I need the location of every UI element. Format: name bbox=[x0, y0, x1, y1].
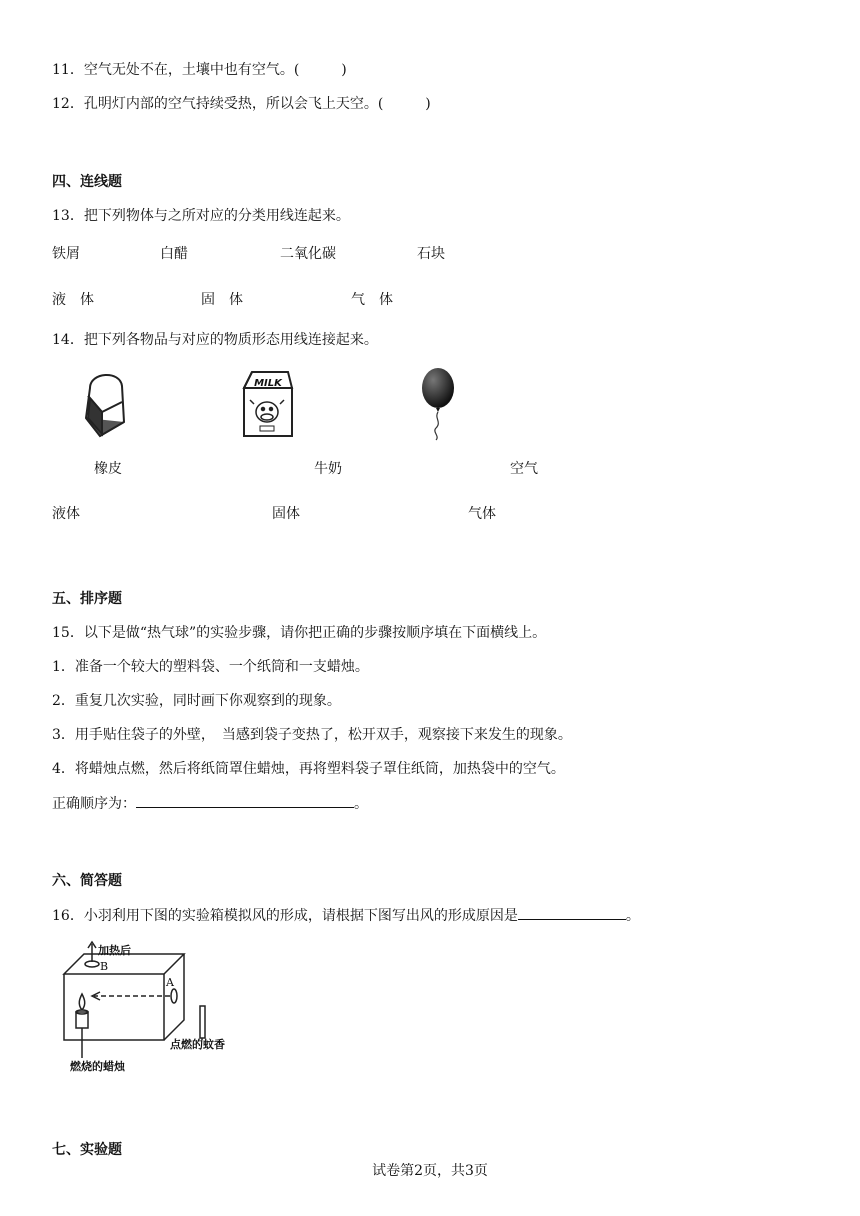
q16-text: 16．小羽利用下图的实验箱模拟风的形成，请根据下图写出风的形成原因是 bbox=[52, 908, 518, 924]
question-13: 13．把下列物体与之所对应的分类用线连起来。 bbox=[52, 208, 350, 224]
q14-image-label: 牛奶 bbox=[314, 461, 342, 477]
q13-item: 二氧化碳 bbox=[280, 246, 336, 262]
q15-step: 1．准备一个较大的塑料袋、一个纸筒和一支蜡烛。 bbox=[52, 659, 369, 675]
q13-item: 铁屑 bbox=[52, 246, 80, 262]
page-footer: 试卷第2页，共3页 bbox=[372, 1163, 488, 1179]
section-title-experiment: 七、实验题 bbox=[52, 1142, 122, 1158]
q13-category: 固 体 bbox=[201, 292, 243, 308]
q15-answer-prefix: 正确顺序为： bbox=[52, 796, 136, 812]
q14-image-label: 空气 bbox=[510, 461, 538, 477]
q14-category: 液体 bbox=[52, 506, 80, 522]
q16-answer-blank[interactable] bbox=[518, 905, 626, 920]
q16-suffix: 。 bbox=[625, 908, 640, 924]
q14-image-label: 橡皮 bbox=[94, 461, 122, 477]
question-14: 14．把下列各物品与对应的物质形态用线连接起来。 bbox=[52, 332, 378, 348]
q15-step: 2．重复几次实验，同时画下你观察到的现象。 bbox=[52, 693, 341, 709]
q13-item: 白醋 bbox=[160, 246, 188, 262]
q15-step: 4．将蜡烛点燃，然后将纸筒罩住蜡烛，再将塑料袋子罩住纸筒，加热袋中的空气。 bbox=[52, 761, 565, 777]
question-12: 12．孔明灯内部的空气持续受热，所以会飞上天空。( ) bbox=[52, 96, 431, 112]
q14-category: 固体 bbox=[272, 506, 300, 522]
diagram-label-b: B bbox=[100, 960, 109, 973]
milk-carton-text: MILK bbox=[254, 378, 282, 389]
milk-carton-icon bbox=[238, 366, 294, 440]
section-title-matching: 四、连线题 bbox=[52, 174, 122, 190]
q15-answer-line bbox=[52, 793, 368, 814]
section-title-ordering: 五、排序题 bbox=[52, 591, 122, 607]
q15-answer-blank[interactable] bbox=[136, 793, 354, 808]
diagram-label-heated: 加热后 bbox=[98, 944, 131, 957]
q13-category: 液 体 bbox=[52, 292, 94, 308]
q14-category: 气体 bbox=[468, 506, 496, 522]
q13-category: 气 体 bbox=[351, 292, 393, 308]
question-15: 15．以下是做“热气球”的实验步骤，请你把正确的步骤按顺序填在下面横线上。 bbox=[52, 625, 547, 641]
wind-experiment-diagram bbox=[52, 940, 252, 1080]
diagram-label-candle: 燃烧的蜡烛 bbox=[70, 1060, 125, 1073]
eraser-icon bbox=[74, 366, 132, 442]
q15-step: 3．用手贴住袋子的外壁， 当感到袋子变热了，松开双手，观察接下来发生的现象。 bbox=[52, 727, 572, 743]
diagram-label-a: A bbox=[166, 976, 174, 989]
q15-answer-suffix: 。 bbox=[354, 796, 368, 812]
question-11: 11．空气无处不在，土壤中也有空气。( ) bbox=[52, 62, 347, 78]
section-title-short-answer: 六、简答题 bbox=[52, 873, 122, 889]
q13-item: 石块 bbox=[417, 246, 445, 262]
diagram-label-incense: 点燃的蚊香 bbox=[170, 1038, 225, 1051]
question-16 bbox=[52, 905, 640, 926]
balloon-icon bbox=[418, 366, 458, 442]
